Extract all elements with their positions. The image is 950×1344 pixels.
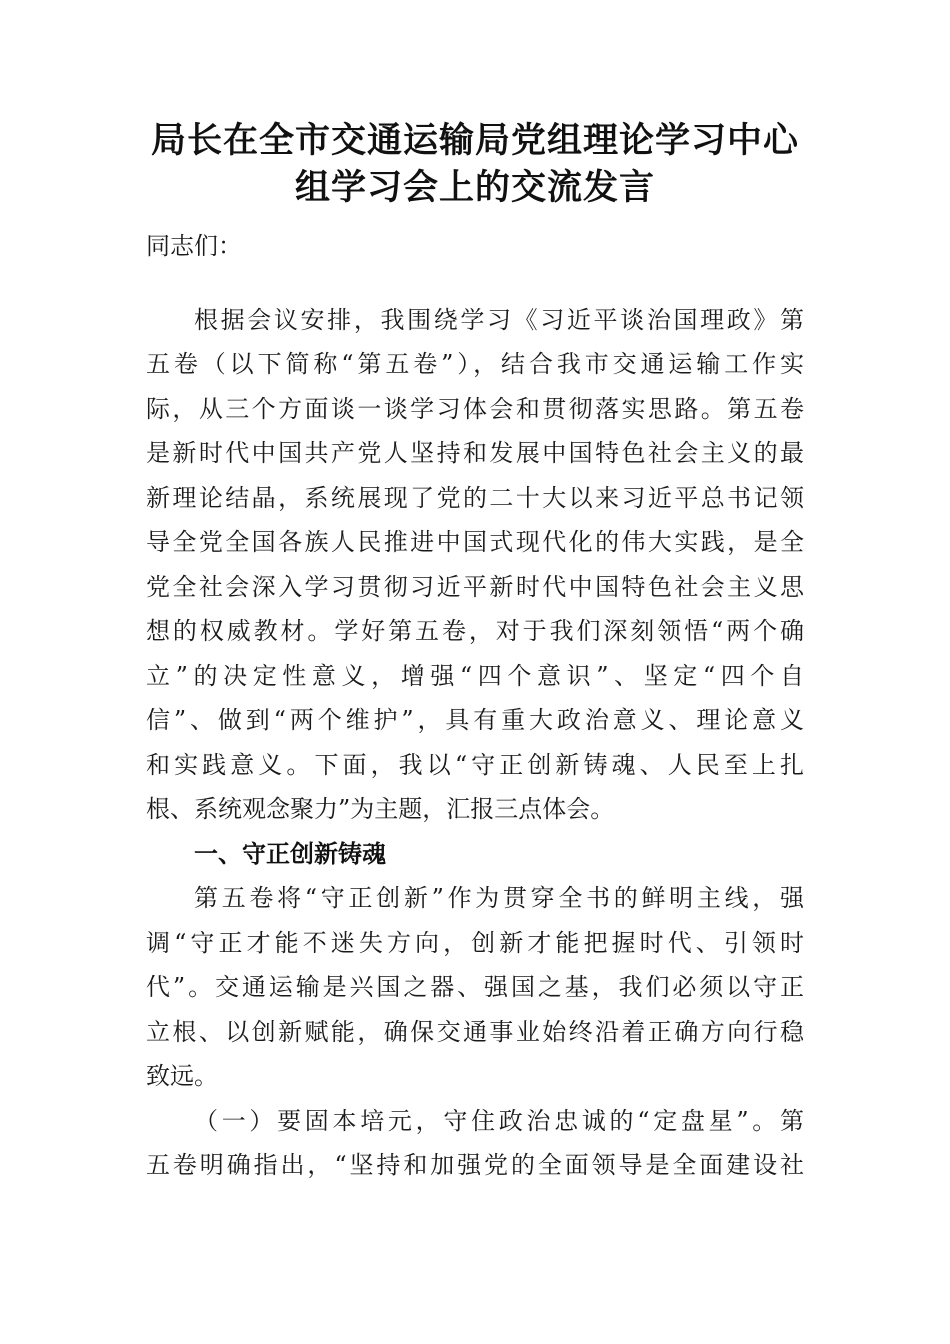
paragraph-line: 想的权威教材。学好第五卷，对于我们深刻领悟“两个确: [146, 617, 804, 645]
salutation: 同志们：: [146, 232, 242, 260]
paragraph-line: 信”、做到“两个维护”，具有重大政治意义、理论意义: [146, 706, 804, 734]
paragraph-line: 五卷（以下简称“第五卷”），结合我市交通运输工作实: [146, 350, 804, 378]
section-heading: 一、守正创新铸魂: [194, 840, 386, 868]
paragraph-line: （一）要固本培元，守住政治忠诚的“定盘星”。第: [194, 1107, 804, 1135]
paragraph-line: 五卷明确指出，“坚持和加强党的全面领导是全面建设社: [146, 1151, 804, 1179]
paragraph-line: 根据会议安排，我围绕学习《习近平谈治国理政》第: [194, 306, 804, 334]
paragraph-line: 致远。: [146, 1062, 218, 1090]
paragraph-line: 和实践意义。下面，我以“守正创新铸魂、人民至上扎: [146, 751, 804, 779]
paragraph-line: 调“守正才能不迷失方向，创新才能把握时代、引领时: [146, 929, 804, 957]
document-title-line-1: 局长在全市交通运输局党组理论学习中心: [150, 120, 799, 161]
paragraph-line: 立根、以创新赋能，确保交通事业始终沿着正确方向行稳: [146, 1018, 804, 1046]
paragraph-line: 导全党全国各族人民推进中国式现代化的伟大实践，是全: [146, 528, 804, 556]
paragraph-line: 立”的决定性意义，增强“四个意识”、坚定“四个自: [146, 662, 804, 690]
document-title-line-2: 组学习会上的交流发言: [294, 167, 655, 208]
paragraph-line: 根、系统观念聚力”为主题，汇报三点体会。: [146, 795, 615, 823]
paragraph-line: 代”。交通运输是兴国之器、强国之基，我们必须以守正: [146, 973, 804, 1001]
paragraph-line: 第五卷将“守正创新”作为贯穿全书的鲜明主线，强: [194, 884, 804, 912]
paragraph-line: 际，从三个方面谈一谈学习体会和贯彻落实思路。第五卷: [146, 395, 804, 423]
paragraph-line: 是新时代中国共产党人坚持和发展中国特色社会主义的最: [146, 439, 804, 467]
paragraph-line: 党全社会深入学习贯彻习近平新时代中国特色社会主义思: [146, 573, 804, 601]
paragraph-line: 新理论结晶，系统展现了党的二十大以来习近平总书记领: [146, 484, 804, 512]
